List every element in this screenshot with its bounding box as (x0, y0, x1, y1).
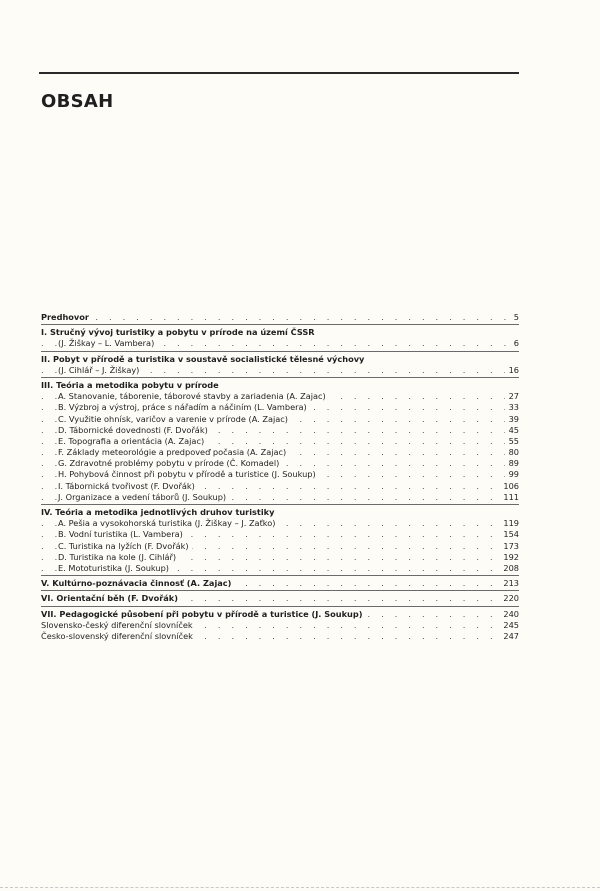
toc-entry-page: 119 (499, 518, 519, 529)
toc-entry-page: 55 (505, 436, 519, 447)
toc-entry-title: I. Stručný vývoj turistiky a pobytu v prírode na území ČSSR (41, 327, 318, 338)
toc-entry-title: . . . (J. Cihlář – J. Žiškay) (58, 365, 142, 376)
toc-entry (41, 631, 519, 642)
top-rule (39, 72, 519, 74)
toc-entry-title: . . . E. Mototuristika (J. Soukup) (58, 563, 172, 574)
toc-entry (41, 458, 519, 469)
toc-entry (41, 312, 519, 323)
toc-entry-title: . . . E. Topografia a orientácia (A. Zajac) (58, 436, 207, 447)
toc-entry (41, 518, 519, 529)
toc-entry (41, 391, 519, 402)
toc-entry-page: 45 (505, 425, 519, 436)
table-of-contents (41, 312, 519, 642)
section-divider (41, 324, 519, 325)
toc-entry (41, 578, 519, 589)
toc-entry-page: 39 (505, 414, 519, 425)
toc-entry-page: 247 (499, 631, 519, 642)
toc-entry-title: IV. Teória a metodika jednotlivých druhov turistiky (41, 507, 277, 518)
toc-entry-page: 80 (505, 447, 519, 458)
toc-entry (41, 552, 519, 563)
toc-entry-title: . . . Predhovor (41, 312, 92, 323)
toc-entry-page: 99 (505, 469, 519, 480)
toc-entry-page: 27 (505, 391, 519, 402)
toc-entry-title: . . . (J. Žiškay – L. Vambera) (58, 338, 157, 349)
toc-entry (41, 447, 519, 458)
toc-entry-title: . . . VII. Pedagogické působení při pobytu v přírodě a turistice (J. Soukup) (41, 609, 366, 620)
section-divider (41, 504, 519, 505)
toc-entry-title: II. Pobyt v přírodě a turistika v soustavě socialistické tělesné výchovy (41, 354, 367, 365)
toc-entry-page: 154 (499, 529, 519, 540)
toc-entry (41, 414, 519, 425)
section-divider (41, 351, 519, 352)
toc-entry-page: 16 (505, 365, 519, 376)
toc-entry (41, 402, 519, 413)
toc-entry (41, 620, 519, 631)
toc-entry-title: . . . I. Tábornická tvořivost (F. Dvořák) (58, 481, 198, 492)
bottom-rule (0, 887, 600, 888)
toc-entry (41, 365, 519, 376)
toc-entry-title: . . . Česko-slovenský diferenční slovníček (41, 631, 196, 642)
toc-entry-page: 111 (499, 492, 519, 503)
toc-entry (41, 529, 519, 540)
toc-entry-title: . . . D. Tábornické dovednosti (F. Dvořák) (58, 425, 211, 436)
toc-entry-page: 213 (499, 578, 519, 589)
toc-entry-title: . . . A. Pešia a vysokohorská turistika (J. Žiškay – J. Zaťko) (58, 518, 278, 529)
section-divider (41, 575, 519, 576)
toc-entry (41, 507, 519, 518)
toc-entry-title: . . . B. Vodní turistika (L. Vambera) (58, 529, 186, 540)
toc-entry-title: . . . Slovensko-český diferenční slovníček (41, 620, 196, 631)
toc-entry (41, 425, 519, 436)
toc-entry (41, 481, 519, 492)
section-divider (41, 377, 519, 378)
toc-entry-title: . . . J. Organizace a vedení táborů (J. Soukup) (58, 492, 229, 503)
toc-entry-title: . . . G. Zdravotné problémy pobytu v prírode (Č. Komadel) (58, 458, 282, 469)
section-divider (41, 606, 519, 607)
toc-entry (41, 338, 519, 349)
toc-entry-title: . . . VI. Orientační běh (F. Dvořák) (41, 593, 181, 604)
toc-entry-page: 208 (499, 563, 519, 574)
toc-entry-page: 173 (499, 541, 519, 552)
toc-entry (41, 609, 519, 620)
toc-entry (41, 593, 519, 604)
toc-entry (41, 327, 519, 338)
toc-entry-page: 245 (499, 620, 519, 631)
toc-entry-page: 220 (499, 593, 519, 604)
toc-entry-title: . . . C. Využitie ohnísk, varičov a varenie v prírode (A. Zajac) (58, 414, 291, 425)
toc-entry-title: III. Teória a metodika pobytu v prírode (41, 380, 222, 391)
toc-entry-title: . . . B. Výzbroj a výstroj, práce s nářadím a náčiním (L. Vambera) (58, 402, 310, 413)
toc-entry (41, 541, 519, 552)
toc-entry-page: 33 (505, 402, 519, 413)
toc-entry-title: . . . H. Pohybová činnost při pobytu v přírodě a turistice (J. Soukup) (58, 469, 319, 480)
page-title: OBSAH (41, 91, 114, 112)
toc-entry-page: 89 (505, 458, 519, 469)
toc-entry-title: . . . C. Turistika na lyžích (F. Dvořák) (58, 541, 192, 552)
toc-entry-title: . . . A. Stanovanie, táborenie, táborové stavby a zariadenia (A. Zajac) (58, 391, 329, 402)
toc-entry (41, 492, 519, 503)
toc-entry-title: . . . F. Základy meteorológie a predpoveď počasia (A. Zajac) (58, 447, 289, 458)
toc-entry-page: 6 (510, 338, 519, 349)
toc-entry (41, 436, 519, 447)
toc-entry (41, 469, 519, 480)
toc-entry (41, 563, 519, 574)
toc-entry-page: 192 (499, 552, 519, 563)
section-divider (41, 590, 519, 591)
toc-entry-page: 106 (499, 481, 519, 492)
toc-entry-page: 240 (499, 609, 519, 620)
toc-entry-page: 5 (510, 312, 519, 323)
toc-entry (41, 354, 519, 365)
toc-entry-title: . . . V. Kultúrno-poznávacia činnosť (A. Zajac) (41, 578, 234, 589)
toc-entry-title: . . . D. Turistika na kole (J. Cihlář) (58, 552, 179, 563)
toc-entry (41, 380, 519, 391)
